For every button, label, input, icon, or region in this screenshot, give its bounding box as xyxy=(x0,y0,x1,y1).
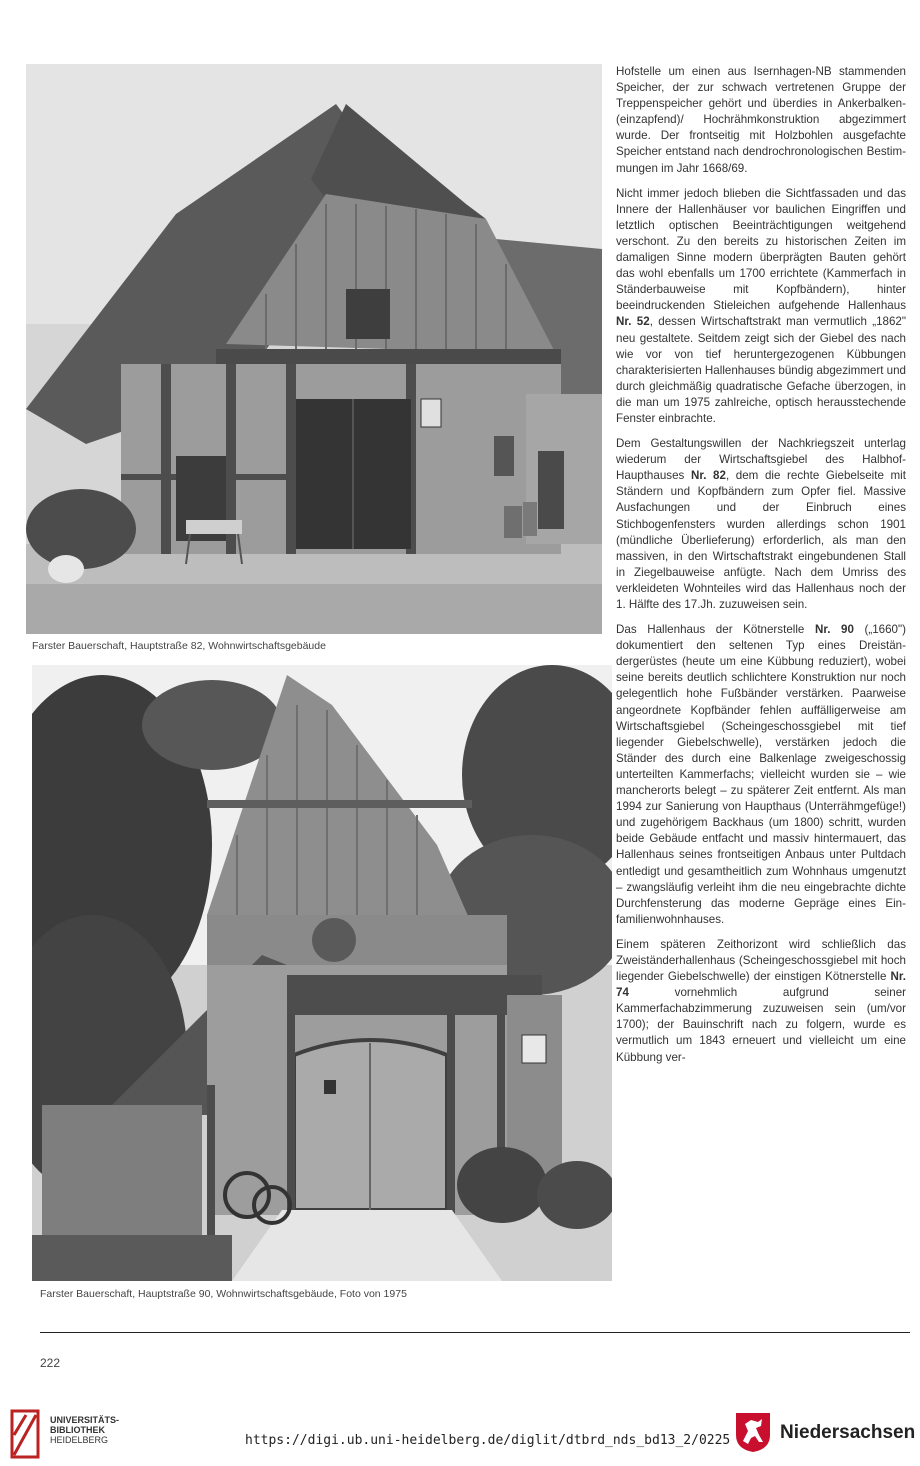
library-name-line: UNIVERSITÄTS- xyxy=(50,1415,120,1425)
paragraph-text: Das Hallenhaus der Kötnerstelle xyxy=(616,623,815,637)
library-name-line: BIBLIOTHEK xyxy=(50,1425,105,1435)
page-number: 222 xyxy=(40,1356,61,1370)
photo-hauptstrasse-90 xyxy=(32,665,612,1281)
house-number-ref: Nr. 52 xyxy=(616,315,650,329)
footer-divider xyxy=(40,1332,910,1333)
photo-hauptstrasse-82 xyxy=(26,64,602,634)
digitization-url-link[interactable]: https://digi.ub.uni-heidelberg.de/diglit/dtbrd_nds_bd13_2/0225 xyxy=(245,1433,731,1448)
barn-82-photo-image xyxy=(26,64,602,634)
photo-caption: Farster Bauerschaft, Hauptstraße 90, Wohnwirtschaftsgebäude, Foto von 1975 xyxy=(40,1288,407,1300)
paragraph-text: vornehmlich aufgrund seiner Kammerfachabzimmerung zuzuweisen sein (um/vor 1700); der Bauinschrift nach zu folgern, wurde es vermutlich um 1843 erneuert und vielleicht um eine Kübbung ver- xyxy=(616,986,906,1064)
paragraph xyxy=(616,64,906,177)
article-text-column xyxy=(616,64,906,1075)
house-90-photo-image xyxy=(32,665,612,1281)
paragraph xyxy=(616,186,906,427)
paragraph-text: Dem Gestaltungswillen der Nachkriegszeit unterlag wiederum der Wirtschaftsgiebel des Halbhof-Haupthauses xyxy=(616,437,906,483)
library-name-line: HEIDELBERG xyxy=(50,1435,109,1445)
house-number-ref: Nr. 74 xyxy=(616,970,906,1000)
university-library-logo-icon[interactable] xyxy=(10,1409,40,1459)
paragraph xyxy=(616,622,906,928)
saxon-horse-coat-of-arms-icon xyxy=(734,1411,772,1453)
paragraph-text: („1660") dokumentiert den seltenen Typ eines Dreiständergerüstes (heute um eine Kübbung reduziert), wobei seine bereits deutlich schlichtere Konstruktion nur noch gelegentlich hohe Fußbänder verstärken. Paarweise angeordnete Kopfbänder fehlen auffälligerweise am Wirtschaftsgiebel (Scheingeschossgiebel mit tief liegender Giebelschwelle), verstärken jedoch die Ständer des durch eine Balkenlage zweigeschossig unterteilten Kammerfachs; vielleicht wurden sie – wie mancherorts belegt – zu späterer Zeit entfernt. Als man 1994 zur Sanierung von Haupthaus (Unterrähmgefüge!) und zugehörigem Backhaus (um 1800) schritt, wurden beide Gebäude entfacht und massiv hintermauert, das Hallenhaus seines frontseitigen Anbaus unter Pultdach entledigt und gesamtheitlich zum Wohnhaus umgenutzt – zwangsläufig verleiht ihm die neu eingebrachte dichte Durchfensterung das moderne Gepräge eines Einfamilienwohnhauses. xyxy=(616,623,906,926)
house-number-ref: Nr. 90 xyxy=(814,623,854,637)
paragraph-text: Hofstelle um einen aus Isernhagen-NB stammenden Speicher, der zur schwach vertretenen Gruppe der Treppenspeicher gehört und überdies in Ankerbalken- (einzapfend)/ Hochrähmkonstruktion abgezimmert wurde. Der frontseitig mit Holzbohlen ausgefachte Speicher entstand nach dendrochronologischen Bestimmungen im Jahr 1668/69. xyxy=(616,65,906,175)
paragraph-text: , dessen Wirtschaftstrakt man vermutlich „1862" neu gestaltete. Seitdem zeigt sich der Giebel des nach wie vor von tief heruntergezogenen Kübbungen charakterisierten Hallenhauses bündig abgezimmert und durch gleichmäßig quadratische Gefache überzogen, in die man um 1975 zahlreiche, optisch herausstechende Fenster einbrachte. xyxy=(616,315,907,425)
digitization-footer xyxy=(0,1402,920,1466)
paragraph-text: Nicht immer jedoch blieben die Sichtfassaden und das Innere der Hallenhäuser vor baulichen Eingriffen und letztlich optischen Beeinträchtigungen weitgehend verschont. Zu den bereits zu historischen Zeiten im damaligen Sinne modern überprägten Bauten gehört das wohl ebenfalls um 1700 errichtete (Kammerfach in Ständerbauweise mit Kopfbändern), hinter beeindruckenden Stieleichen aufgehende Hallenhaus xyxy=(616,186,906,313)
paragraph-text: Einem späteren Zeithorizont wird schließlich das Zweiständerhallenhaus (Scheingeschossgiebel mit hoch liegender Giebelschwelle) der einstigen Kötnerstelle xyxy=(616,937,906,984)
state-name: Niedersachsen xyxy=(780,1422,916,1443)
paragraph xyxy=(616,937,906,1066)
house-number-ref: Nr. 82 xyxy=(690,469,726,483)
paragraph-text: , dem die rechte Giebelseite mit Ständern und Kopfbändern zum Opfer fiel. Massive Ausfachungen und der Einbruch eines Stichbogenfensters wurden allerdings schon 1901 (mündliche Überlieferung) erforderlich, als man den massiven, in den Wirtschaftstrakt eingebundenen Stall in Ziegelbauweise anfügte. Nach dem Umriss des verkleideten Wohnteiles wird das Hallenhaus noch der 1. Hälfte des 17.Jh. zuzuweisen sein. xyxy=(616,469,906,611)
paragraph xyxy=(616,436,906,613)
university-library-name[interactable] xyxy=(50,1415,119,1445)
photo-caption: Farster Bauerschaft, Hauptstraße 82, Wohnwirtschaftsgebäude xyxy=(32,640,326,652)
